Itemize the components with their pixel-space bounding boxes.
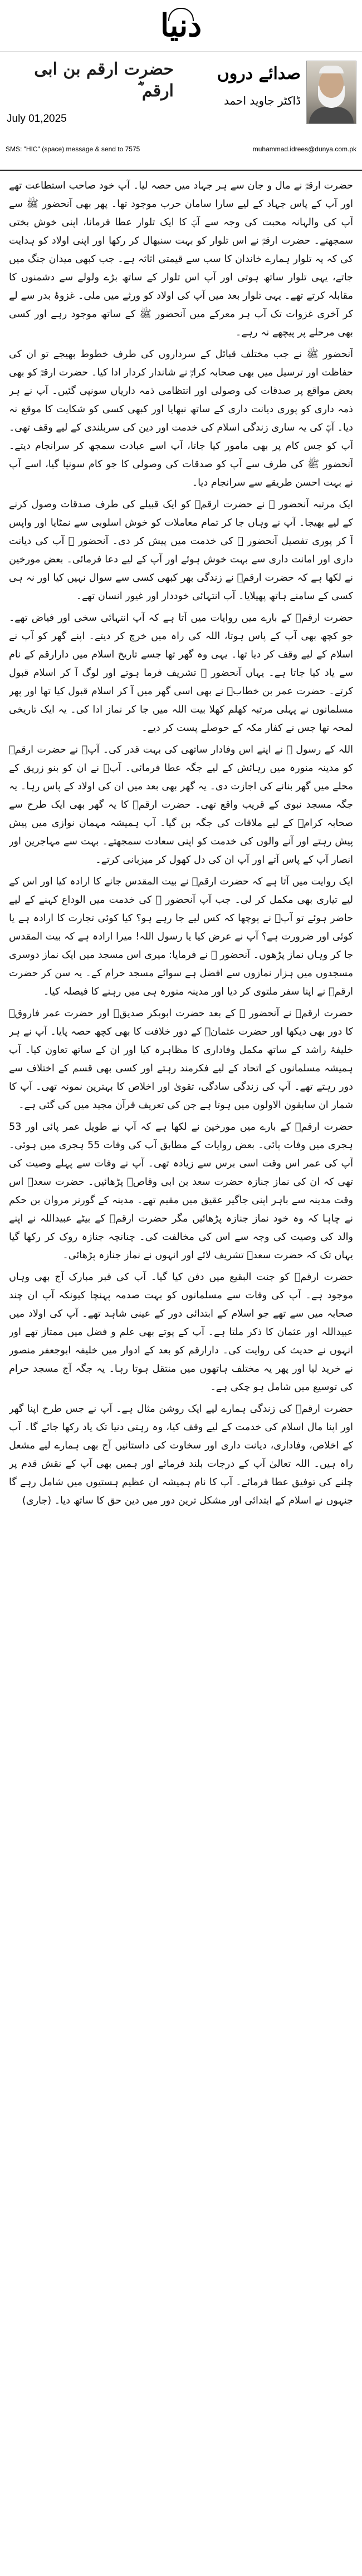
article-body [9,177,353,2570]
publish-date: July 01,2025 [7,113,67,125]
paragraph-8: حضرت ارقمؓ کے بارے میں مورخین نے لکھا ہے کہ آپ نے طویل عمر پائی اور 53 ہجری میں وفات پائی۔ بعض روایات کے مطابق آپ کی وفات 55 ہجری میں ہوئی۔ آپ کی عمر اس وقت اسی برس سے زیادہ تھی۔ آپ نے وفات سے پہلے وصیت کی تھی کہ ان کی نماز جنازہ حضرت سعد بن ابی وقاصؓ پڑھائیں۔ حضرت سعدؓ اس وقت مدینہ سے باہر اپنی جاگیر عقیق میں مقیم تھے۔ مدینہ کے گورنر مروان بن حکم نے چاہا کہ وہ خود نماز جنازہ پڑھائیں مگر حضرت ارقمؓ کے بیٹے عبیداللہ نے اپنے والد کی وصیت کی وجہ سے اس کی مخالفت کی۔ چنانچہ جنازہ روک کر رکھا گیا یہاں تک کہ حضرت سعدؓ تشریف لائے اور انہوں نے نماز جنازہ پڑھائی۔ [9,1121,353,1261]
article-title: حضرت ارقم بن ابی ارقم ؓ [34,60,174,101]
paragraph-9: حضرت ارقمؓ کو جنت البقیع میں دفن کیا گیا۔ آپ کی قبر مبارک آج بھی وہاں موجود ہے۔ آپ کی وفات سے مسلمانوں کو بہت صدمہ پہنچا کیونکہ آپ ان چند صحابہ میں سے تھے جو اسلام کے ابتدائی دور کے عینی شاہد تھے۔ آپ کی اولاد میں عبیداللہ اور عثمان کا ذکر ملتا ہے۔ آپ کے پوتے بھی علم و فضل میں ممتاز تھے اور انہوں نے حدیث کی روایت کی۔ دارارقم کو بعد کے ادوار میں خلیفہ ابوجعفر منصور نے خرید لیا اور پھر یہ مختلف ہاتھوں میں منتقل ہوتا رہا۔ یہ جگہ آج مسجد حرام کی توسیع میں شامل ہو چکی ہے۔ [9,1272,353,1393]
masthead [0,0,362,52]
logo-text: دنیا [160,7,202,44]
paragraph-10: حضرت ارقمؓ کی زندگی ہمارے لیے ایک روشن مثال ہے۔ آپ نے جس طرح اپنا گھر اور اپنا مال اسلام کی خدمت کے لیے وقف کیا، وہ رہتی دنیا تک یاد رکھا جائے گا۔ آپ کے اخلاص، وفاداری، دیانت داری اور سخاوت کی داستانیں آج بھی ہمارے لیے مشعل راہ ہیں۔ اللہ تعالیٰ آپ کے درجات بلند فرمائے اور ہمیں بھی آپ کے نقش قدم پر چلنے کی توفیق عطا فرمائے۔ آپ کا نام ہمیشہ ان عظیم ہستیوں میں شامل رہے گا جنہوں نے اسلام کے ابتدائی اور مشکل ترین دور میں دین حق کا ساتھ دیا۔ (جاری) [9,1403,353,1506]
author-email: muhammad.idrees@dunya.com.pk [252,145,356,153]
column-header [0,52,362,171]
paragraph-4: حضرت ارقمؓ کے بارے میں روایات میں آتا ہے کہ آپ انتہائی سخی اور فیاض تھے۔ جو کچھ بھی آپ کے پاس ہوتا، اللہ کی راہ میں خرچ کر دیتے۔ اپنے گھر کو آپ نے اسلام کے لیے وقف کر دیا تھا۔ یہی وہ گھر تھا جسے تاریخ اسلام میں دارارقم کے نام سے یاد کیا جاتا ہے۔ یہاں آنحضور ﷺ تشریف فرما ہوتے اور لوگ آ کر اسلام قبول کرتے۔ حضرت عمر بن خطابؓ نے بھی اسی گھر میں آ کر اسلام قبول کیا تھا اور پھر مسلمانوں نے پہلی مرتبہ کھلم کھلا بیت اللہ میں جا کر نماز ادا کی۔ یہ ایک تاریخی لمحہ تھا جس نے کفار مکہ کے حوصلے پست کر دیے۔ [9,612,353,734]
columnist-photo [306,61,356,124]
paragraph-6: ایک روایت میں آتا ہے کہ حضرت ارقمؓ نے بیت المقدس جانے کا ارادہ کیا اور اس کے لیے تیاری بھی مکمل کر لی۔ جب آپ آنحضور ﷺ کی خدمت میں الوداع کہنے کے لیے حاضر ہوئے تو آپؐ نے پوچھا کہ کس لیے جا رہے ہو؟ کیا کوئی تجارت کا ارادہ ہے یا کوئی اور ضرورت ہے؟ آپ نے عرض کیا یا رسول اللہ! میرا ارادہ ہے کہ بیت المقدس جا کر وہاں نماز پڑھوں۔ آنحضور ﷺ نے فرمایا: میری اس مسجد میں ایک نماز دوسری مسجدوں میں ہزار نمازوں سے افضل ہے سوائے مسجد حرام کے۔ یہ سن کر حضرت ارقمؓ نے اپنا سفر ملتوی کر دیا اور مدینہ منورہ ہی میں رہنے کا فیصلہ کیا۔ [9,876,353,997]
contact-strip [6,145,356,153]
paragraph-3: ایک مرتبہ آنحضور ﷺ نے حضرت ارقمؓ کو ایک قبیلے کی طرف صدقات وصول کرنے کے لیے بھیجا۔ آپ نے وہاں جا کر تمام معاملات کو خوش اسلوبی سے نمٹایا اور واپس آ کر پوری تفصیل آنحضور ﷺ کی خدمت میں پیش کر دی۔ آنحضور ﷺ آپ کی دیانت داری اور امانت داری سے بہت خوش ہوئے اور آپ کے لیے دعا فرمائی۔ بعض مورخین نے لکھا ہے کہ حضرت ارقمؓ نے زندگی بھر کبھی کسی سے سوال نہیں کیا اور نہ ہی کسی کے سامنے ہاتھ پھیلایا۔ آپ انتہائی خوددار اور غیور انسان تھے۔ [9,499,353,602]
title-block [7,58,174,125]
author-name: ڈاکٹر جاوید احمد [224,94,301,107]
paragraph-1: حضرت ارقمؓ نے مال و جان سے ہر جہاد میں حصہ لیا۔ آپ خود صاحب استطاعت تھے اور آپ کے پاس جہاد کے لیے سارا سامان حرب موجود تھا۔ پھر بھی آنحضور ﷺ سے آپ کی والہانہ محبت کی وجہ سے آپؐ کا ایک تلوار عطا فرمانا، اپنی خوش بختی سمجھتے۔ حضرت ارقمؓ نے اس تلوار کو بہت سنبھال کر رکھا اور اپنی اولاد کو ہدایت کی کہ یہ تلوار ہمارے خاندان کا سب سے قیمتی اثاثہ ہے۔ جب کبھی میدان جنگ میں جاتے، یہی تلوار ساتھ ہوتی اور آپ اس تلوار کے ساتھ بڑے ولولے سے دشمنوں کا مقابلہ کرتے تھے۔ یہی تلوار بعد میں آپ کی اولاد کو ورثے میں ملی۔ غزوۂ بدر سے لے کر آخری غزوات تک آپ ہر معرکے میں آنحضور ﷺ کے ساتھ موجود رہے اور کسی بھی مرحلے پر پیچھے نہ رہے۔ [9,180,353,338]
column-name: صدائے دروں [217,64,301,83]
paragraph-2: آنحضور ﷺ نے جب مختلف قبائل کے سرداروں کی طرف خطوط بھیجے تو ان کی حفاظت اور ترسیل میں بھی صحابہ کرامؓ نے شاندار کردار ادا کیا۔ حضرت ارقمؓ کو بھی بعض مواقع پر صدقات کی وصولی اور انتظامی ذمہ داریاں سونپی گئیں۔ آپ نے ہر ذمہ داری کو پوری دیانت داری کے ساتھ نبھایا اور کبھی کسی کو شکایت کا موقع نہ دیا۔ آپؓ کی یہ ساری زندگی اسلام کی خدمت اور دین کی سربلندی کے لیے وقف تھی۔ آپ کو جس کام پر بھی مامور کیا جاتا، آپ اسے عبادت سمجھ کر سرانجام دیتے۔ آنحضور ﷺ کی طرف سے آپ کو صدقات کی وصولی کا جو کام سونپا گیا، اسے آپ نے بہت احسن طریقے سے سرانجام دیا۔ [9,349,353,488]
newspaper-logo [131,6,231,46]
paragraph-5: اللہ کے رسول ﷺ نے اپنے اس وفادار ساتھی کی بہت قدر کی۔ آپؐ نے حضرت ارقمؓ کو مدینہ منورہ میں رہائش کے لیے جگہ عطا فرمائی۔ آپؐ نے ان کو بنو زریق کے محلے میں گھر بنانے کی اجازت دی۔ یہ گھر بھی بعد میں ان کی اولاد کے پاس رہا۔ یہ جگہ مسجد نبوی کے قریب واقع تھی۔ حضرت ارقمؓ کا یہ گھر بھی ایک طرح سے صحابہ کرامؓ کے لیے ملاقات کی جگہ بن گیا۔ آپ ہمیشہ مہمان نوازی میں پیش پیش رہتے اور آنے والوں کی خدمت کو اپنی سعادت سمجھتے۔ بہت سے مہاجرین اور انصار آپ کے پاس آتے اور آپ ان کی دل کھول کر میزبانی کرتے۔ [9,744,353,866]
columnist-block [189,61,356,137]
paragraph-7: حضرت ارقمؓ نے آنحضور ﷺ کے بعد حضرت ابوبکر صدیقؓ اور حضرت عمر فاروقؓ کا دور بھی دیکھا اور حضرت عثمانؓ کے دور خلافت کا بھی کچھ حصہ پایا۔ آپ نے ہر خلیفۂ راشد کے ساتھ مکمل وفاداری کا مظاہرہ کیا اور ان کے ساتھ تعاون کیا۔ آپ ہمیشہ مسلمانوں کے اتحاد کے لیے فکرمند رہتے اور کسی بھی قسم کے اختلاف سے دور رہتے تھے۔ آپ کی زندگی سادگی، تقویٰ اور اخلاص کا بہترین نمونہ تھی۔ آپ کا شمار ان سابقون الاولون میں ہوتا ہے جن کی تعریف قرآن مجید میں کی گئی ہے۔ [9,1008,353,1111]
sms-instructions: SMS: "HIC" (space) message & send to 7575 [6,145,140,153]
